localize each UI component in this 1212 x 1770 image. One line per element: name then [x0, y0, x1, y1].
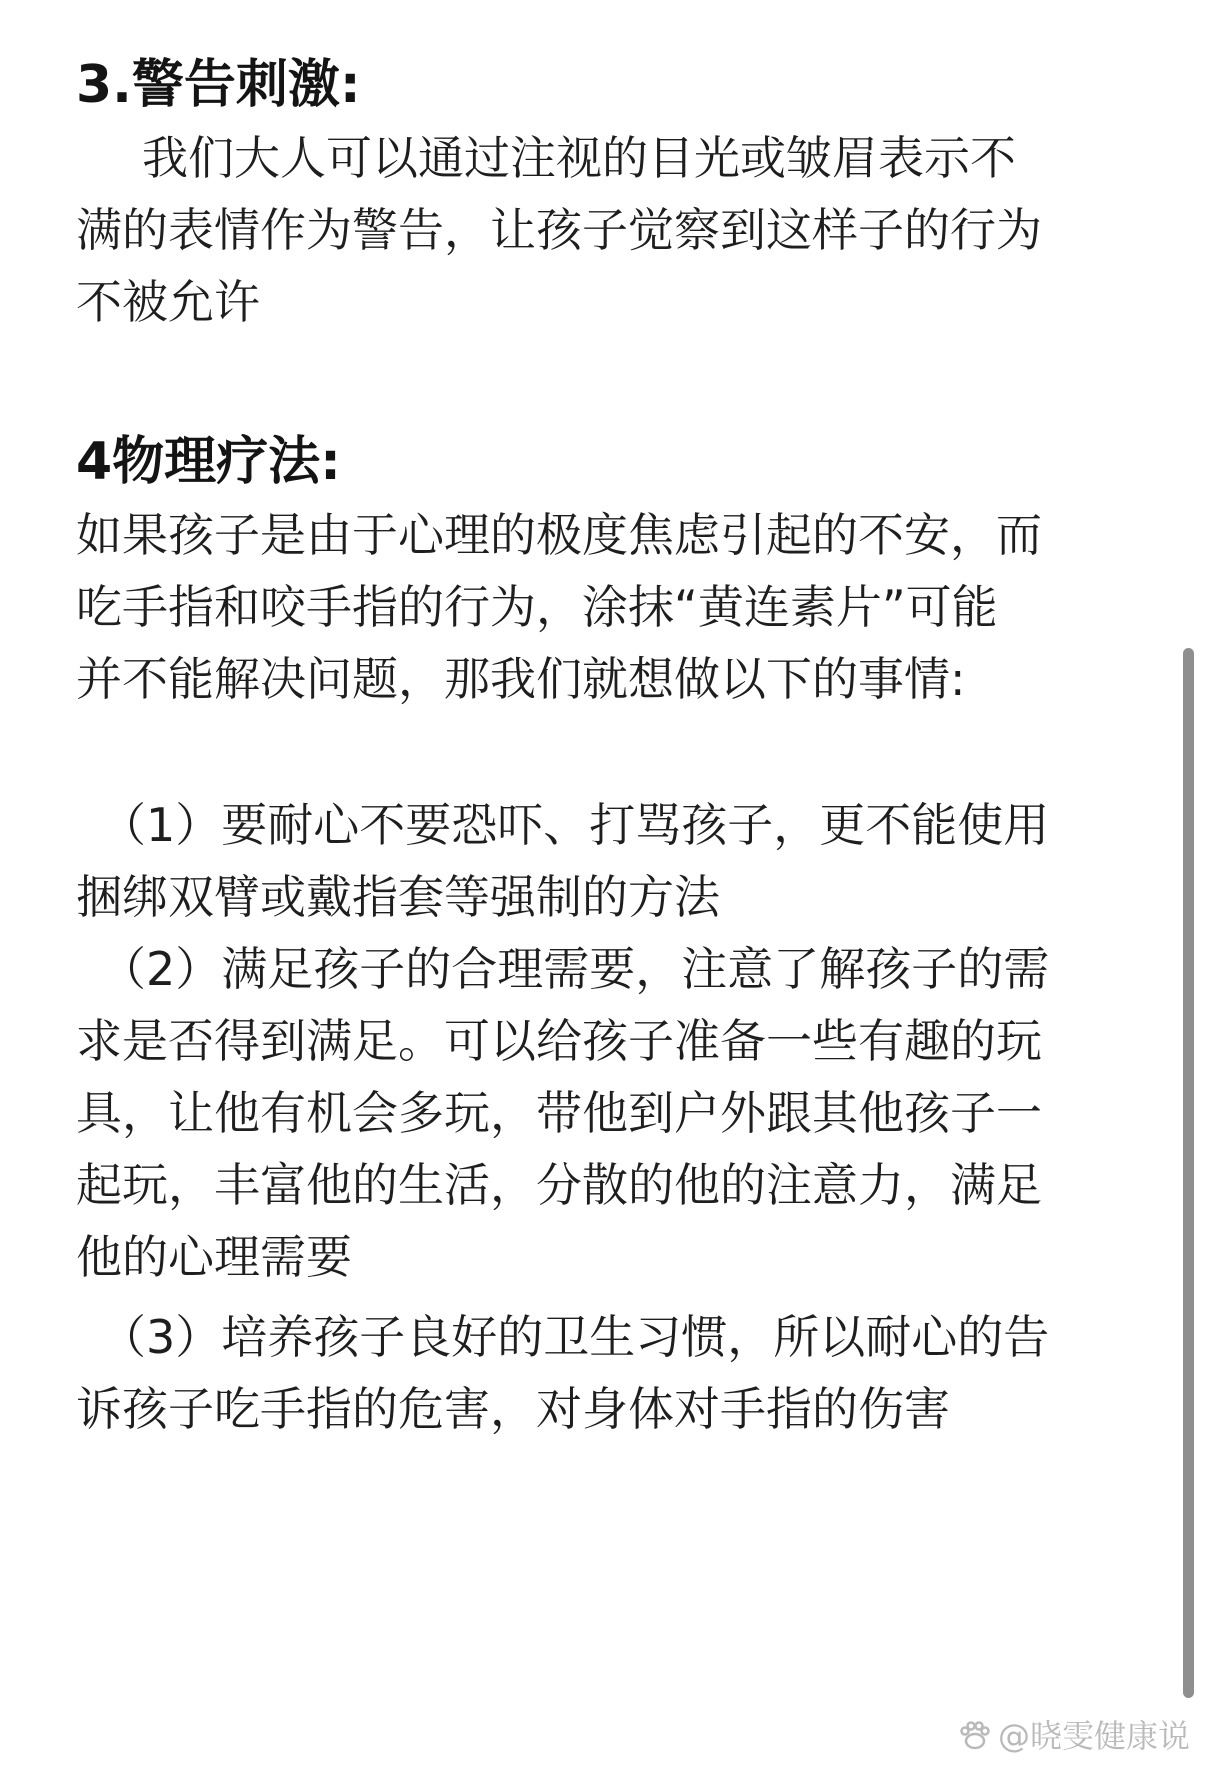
- section-4-heading: 4物理疗法:: [76, 432, 341, 492]
- item-3-line-1: （3）培养孩子良好的卫生习惯，所以耐心的告: [100, 1310, 1050, 1364]
- item-1-line-2: 捆绑双臂或戴指套等强制的方法: [76, 870, 720, 924]
- item-2-line-1: （2）满足孩子的合理需要，注意了解孩子的需: [100, 942, 1050, 996]
- section-3-line-2: 满的表情作为警告，让孩子觉察到这样子的行为: [76, 203, 1042, 257]
- watermark: [958, 1716, 1190, 1756]
- section-4-intro-line-2: 吃手指和咬手指的行为，涂抹“黄连素片”可能: [76, 580, 998, 634]
- item-2-line-4: 起玩，丰富他的生活，分散的他的注意力，满足: [76, 1158, 1042, 1212]
- vertical-scrollbar[interactable]: [1183, 648, 1194, 1698]
- section-3-heading: 3.警告刺激:: [76, 55, 361, 115]
- paw-logo-icon: [958, 1721, 992, 1751]
- item-2-line-5: 他的心理需要: [76, 1230, 352, 1284]
- item-2-line-3: 具，让他有机会多玩，带他到户外跟其他孩子一: [76, 1086, 1042, 1140]
- item-3-line-2: 诉孩子吃手指的危害，对身体对手指的伤害: [76, 1382, 950, 1436]
- watermark-text: @晓雯健康说: [997, 1717, 1190, 1755]
- section-3-line-1: 我们大人可以通过注视的目光或皱眉表示不: [142, 131, 1016, 185]
- section-3-line-3: 不被允许: [76, 275, 260, 329]
- item-2-line-2: 求是否得到满足。可以给孩子准备一些有趣的玩: [76, 1014, 1042, 1068]
- item-1-line-1: （1）要耐心不要恐吓、打骂孩子，更不能使用: [100, 798, 1050, 852]
- section-4-intro-line-1: 如果孩子是由于心理的极度焦虑引起的不安，而: [76, 508, 1042, 562]
- section-4-intro-line-3: 并不能解决问题，那我们就想做以下的事情:: [76, 652, 966, 706]
